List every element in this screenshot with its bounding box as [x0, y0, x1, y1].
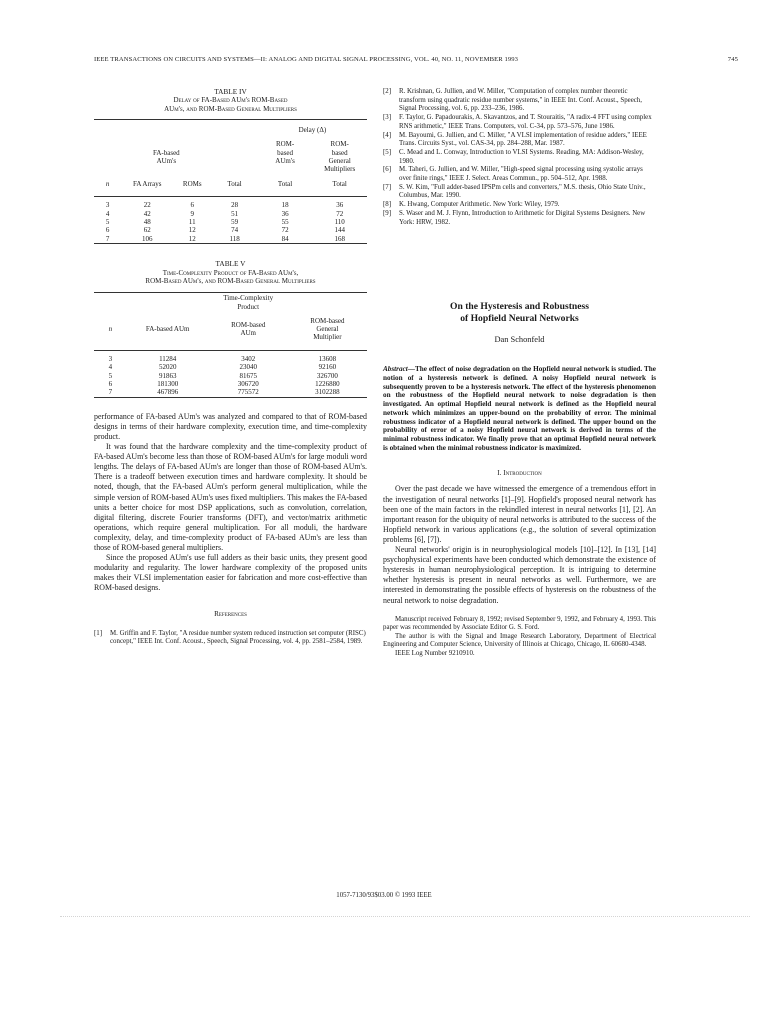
reference-number: [6] [383, 166, 392, 174]
abstract [383, 365, 656, 452]
table-cell: 12 [188, 226, 196, 235]
table-iv-header-rom-line1: ROM- [275, 140, 295, 149]
table-cell: 36 [336, 201, 344, 210]
table-v-header-romg-line1: ROM-based [310, 316, 345, 325]
table-iv-header-rom-line3: AUm's [275, 157, 295, 166]
table-iv-header-romg-line1: ROM- [330, 140, 349, 149]
table-v-header-n: n [108, 324, 113, 333]
reference-item [383, 88, 656, 114]
table-iv-header-rom-line2: based [277, 148, 294, 157]
table-v-header-tc-line2: Product [237, 302, 260, 311]
table-cell: 59 [231, 218, 239, 227]
reference-text: C. Mead and L. Conway, Introduction to VLSI Systems. Reading, MA: Addison-Wesley, 1980. [399, 148, 644, 165]
footnote: Manuscript received February 8, 1992; revised September 9, 1992, and February 4, 1993. This paper was recommended by Associate Editor G. S. Ford. [383, 615, 656, 632]
table-iv-header-fa-line1: FA-based [152, 148, 180, 157]
reference-number: [9] [383, 209, 392, 217]
table-iv-label: TABLE IV [214, 87, 247, 96]
table-cell: 11 [188, 218, 196, 227]
references-heading: References [214, 610, 247, 619]
table-cell: 1226880 [315, 379, 340, 388]
table-iv-row [94, 197, 367, 210]
reference-item [94, 630, 367, 647]
footnote: IEEE Log Number 9210910. [395, 649, 475, 657]
reference-text: M. Bayoumi, G. Jullien, and C. Miller, "A VLSI implementation of residue adders," IEEE Trans. Circuits Syst., vol. CAS-34, pp. 284–288, Mar. 1987. [399, 131, 647, 148]
reference-number: [2] [383, 88, 392, 95]
table-iv-row [94, 226, 367, 234]
reference-number: [7] [383, 183, 392, 191]
reference-item [383, 132, 656, 149]
reference-text: K. Hwang, Computer Arithmetic. New York: Wiley, 1979. [399, 201, 560, 209]
table-cell: 144 [334, 226, 345, 235]
table-cell: 7 [105, 234, 110, 243]
table-cell: 52020 [158, 363, 177, 372]
reference-item [383, 149, 656, 166]
table-cell: 4 [108, 363, 113, 372]
table-cell: 6 [105, 226, 110, 235]
table-iv-header-n: n [105, 179, 110, 188]
left-column [94, 88, 367, 647]
table-cell: 84 [281, 234, 289, 243]
paragraph: Since the proposed AUm's use full adders as their basic units, they present good modularity and regularity. The lower hardware complexity of the proposed units makes their VLSI implementation easier for fabrication and more cost-effective than ROM-based designs. [94, 553, 367, 593]
table-cell: 13608 [318, 354, 337, 363]
table-cell: 92160 [318, 363, 337, 372]
table-v-caption [94, 260, 367, 285]
table-cell: 72 [336, 209, 344, 218]
table-cell: 6 [108, 379, 113, 388]
table-v-header-rom [209, 313, 288, 351]
table-cell: 168 [334, 234, 345, 243]
table-iv-header-delay: Delay (Δ) [298, 126, 327, 135]
table-v-header-romg-line2: General [316, 324, 339, 333]
table-iv-header-rom-general [312, 140, 367, 174]
reference-text: R. Krishnan, G. Jullien, and W. Miller, "Computation of complex number theoretic transform using quadratic residue number systems," in IEEE Int. Conf. Acoust., Speech, Signal Processing, vol. 6, pp. 233–236, 1986. [399, 88, 642, 113]
table-iv-header-total: Total [332, 179, 347, 188]
reference-text: M. Taheri, G. Jullien, and W. Miller, "High-speed signal processing using systolic arrays over finite rings," IEEE J. Select. Areas Commun., pp. 504–512, Apr. 1988. [399, 166, 643, 183]
paragraph: Over the past decade we have witnessed the emergence of a tremendous effort in the investigation of neural networks [1]–[9]. Hopfield's proposed neural network has been one of the main factors in the rekindled interest in neural networks [1], [2]. An important reason for the ubiquity of neural networks is attributed to the success of the Hopfield network in various applications (e.g., the solution of several optimization problems [6], [7]). [383, 484, 656, 544]
table-iv-caption-line2: AUm's, and ROM-Based General Multipliers [164, 104, 297, 113]
reference-number: [5] [383, 148, 392, 156]
table-cell: 48 [143, 218, 151, 227]
reference-number: [3] [383, 114, 392, 122]
table-v-label: TABLE V [215, 259, 246, 269]
table-v-row [94, 380, 367, 388]
right-column [383, 88, 656, 659]
table-cell: 106 [141, 234, 153, 243]
table-cell: 118 [229, 234, 240, 243]
abstract-label: Abstract— [383, 365, 415, 374]
table-v-row [94, 363, 367, 371]
table-iv-header-romg-line3: General [328, 157, 351, 166]
table-cell: 3 [108, 354, 113, 363]
table-cell: 36 [281, 209, 289, 218]
table-v [94, 292, 367, 398]
table-iv-header-total: Total [227, 179, 242, 188]
table-cell: 72 [281, 226, 289, 235]
table-iv-row [94, 210, 367, 218]
table-cell: 4 [105, 209, 110, 218]
table-cell: 11284 [159, 354, 177, 363]
table-iv-header-roms: ROMs [182, 179, 202, 188]
table-v-header-romg-line3: Multiplier [313, 333, 342, 342]
table-v-header-romg [288, 313, 367, 351]
table-iv-header-total: Total [277, 179, 293, 188]
table-v-caption-line1: Time-Complexity Product of FA-Based AUm's, [162, 268, 299, 277]
table-cell: 62 [143, 226, 151, 235]
reference-text: F. Taylor, G. Papadourakis, A. Skavantzos, and T. Stouraitis, "A radix-4 FFT using complex RNS arithmetic," IEEE Trans. Computers, vol. C-34, pp. 573–576, June 1986. [399, 114, 652, 130]
references-list-continued [383, 88, 656, 227]
reference-number: [4] [383, 131, 392, 139]
table-v-header-tc-line1: Time-Complexity [223, 294, 274, 303]
table-cell: 22 [143, 201, 151, 210]
references-list [94, 630, 367, 647]
paragraph: It was found that the hardware complexity and the time-complexity product of FA-based AUm's become less than those of ROM-based AUm's for large moduli word lengths. The delays of FA-based AUm's are longer than those of ROM-based AUm's. There is a tradeoff between execution times and hardware complexity. It should be noted, though, that the FA-based AUm's perform general multiplication, while the simple version of ROM-based AUm's uses fixed multipliers. This makes the FA-based units a better choice for most DSP applications, such as convolution, correlation, digital filtering, discrete Fourier transforms (DFT), and vector/matrix arithmetic operations, which require general multiplication. For all moduli, the hardware complexity, delay, and time-complexity product of FA-based AUm's are less than those of ROM-based general multipliers. [94, 442, 367, 552]
table-cell: 467896 [157, 388, 179, 397]
article-footnotes [383, 616, 656, 659]
table-iv-header-fa [121, 140, 211, 174]
table-cell: 326700 [316, 371, 338, 380]
table-cell: 306720 [237, 379, 259, 388]
table-iv-header-fa-arrays: FA Arrays [132, 179, 162, 188]
copyright-line: 1057-7130/93$03.00 © 1993 IEEE [336, 892, 432, 899]
article-author: Dan Schonfeld [494, 335, 545, 345]
paragraph: performance of FA-based AUm's was analyzed and compared to that of ROM-based designs in terms of their hardware complexity, execution time, and time-complexity product. [94, 411, 367, 441]
reference-item [383, 114, 656, 131]
footnote: The author is with the Signal and Image Research Laboratory, Department of Electrical Engineering and Computer Science, University of Illinois at Chicago, Chicago, IL 60680-4348. [383, 632, 656, 649]
table-cell: 181300 [157, 379, 179, 388]
reference-text: M. Griffin and F. Taylor, "A residue number system reduced instruction set computer (RISC) concept," IEEE Int. Conf. Acoust., Speech, Signal Processing, vol. 4, pp. 2581–2584, 1989. [110, 629, 366, 646]
table-cell: 28 [231, 201, 239, 210]
table-cell: 775572 [237, 388, 259, 397]
section-heading-introduction: I. Introduction [497, 469, 542, 478]
table-cell: 18 [281, 201, 289, 210]
table-v-header-fa: FA-based AUm [145, 324, 190, 333]
table-v-header-rom-line2: AUm [240, 329, 256, 338]
reference-item [383, 184, 656, 201]
table-cell: 7 [108, 388, 113, 397]
table-cell: 6 [190, 201, 195, 210]
table-iv-header-romg-line2: based [331, 148, 348, 157]
table-iv-row [94, 235, 367, 244]
reference-text: S. W. Kim, "Full adder-based IPSPm cells and converters," M.S. thesis, Ohio State Univ., Columbus, Mar. 1990. [399, 183, 646, 200]
table-iv [94, 119, 367, 244]
table-v-row [94, 372, 367, 380]
table-v-row [94, 350, 367, 363]
reference-number: [1] [94, 629, 103, 637]
scan-artifact-line [60, 916, 750, 917]
table-cell: 12 [188, 234, 196, 243]
article-title-line2: of Hopfield Neural Networks [460, 313, 579, 325]
table-cell: 9 [190, 209, 195, 218]
page-number: 745 [727, 56, 738, 63]
table-iv-header-rom [258, 140, 313, 174]
table-cell: 81675 [239, 371, 257, 380]
table-v-header-tc [209, 292, 288, 313]
table-v-row [94, 388, 367, 397]
table-cell: 5 [108, 371, 113, 380]
table-iv-header-romg-line4: Multipliers [324, 165, 356, 174]
table-cell: 3402 [241, 354, 256, 363]
table-iv-header-fa-line2: AUm's [156, 157, 177, 166]
table-v-caption-line2: ROM-Based AUm's, and ROM-Based General Multipliers [145, 277, 316, 286]
article-title-line1: On the Hysteresis and Robustness [450, 301, 589, 313]
table-cell: 110 [334, 218, 345, 227]
table-iv-row [94, 218, 367, 226]
reference-item [383, 166, 656, 183]
table-v-header-rom-line1: ROM-based [231, 320, 266, 329]
table-cell: 91863 [158, 371, 177, 380]
introduction-text [383, 484, 656, 605]
running-header [94, 56, 738, 63]
reference-text: S. Waser and M. J. Flynn, Introduction to Arithmetic for Digital Systems Designers. New York: HRW, 1982. [399, 209, 646, 226]
table-cell: 42 [143, 209, 151, 218]
table-cell: 55 [281, 218, 289, 227]
article-header [383, 301, 656, 345]
left-body-text [94, 412, 367, 594]
reference-number: [8] [383, 201, 392, 209]
paragraph: Neural networks' origin is in neurophysiological models [10]–[12]. In [13], [14] psychophysical experiments have been conducted which demonstrate the existence of hysteresis in human neurophysiological perception. It is intriguing to determine whether hysteresis is present in neural networks as well. Furthermore, we are interested in demonstrating the possible effects of hysteresis on the robustness of the neural network to noise degradation. [383, 545, 656, 605]
journal-header: IEEE TRANSACTIONS ON CIRCUITS AND SYSTEMS—II: ANALOG AND DIGITAL SIGNAL PROCESSING, VOL. 40, NO. 11, NOVEMBER 1993 [94, 56, 519, 63]
reference-item [383, 201, 656, 210]
table-cell: 74 [231, 226, 239, 235]
table-cell: 23040 [239, 363, 257, 372]
reference-item [383, 210, 656, 227]
table-cell: 51 [231, 209, 239, 218]
table-cell: 3 [105, 201, 110, 210]
table-cell: 3102288 [315, 388, 340, 397]
table-cell: 5 [105, 218, 110, 227]
table-iv-caption-line1: Delay of FA-Based AUm's ROM-Based [173, 96, 288, 105]
table-iv-caption [94, 88, 367, 113]
abstract-text: The effect of noise degradation on the Hopfield neural network is studied. The notion of a hysteresis network is defined. A noisy Hopfield neural network is subsequently proven to be a hysteresis network. The effect of the hysteresis phenomenon on the robustness of the Hopfield neural network to noise degradation is then investigated. An optimal Hopfield neural network is defined as the Hopfield neural network which minimizes an upper-bound on the probability of error. The minimal robustness indicator of a Hopfield neural network is defined. The upper bound on the probability of error of a noisy Hopfield neural network is derived in terms of the minimal robustness indicator. We finally prove that an optimal Hopfield neural network is obtained when the minimal robustness indicator is maximized. [383, 365, 656, 452]
